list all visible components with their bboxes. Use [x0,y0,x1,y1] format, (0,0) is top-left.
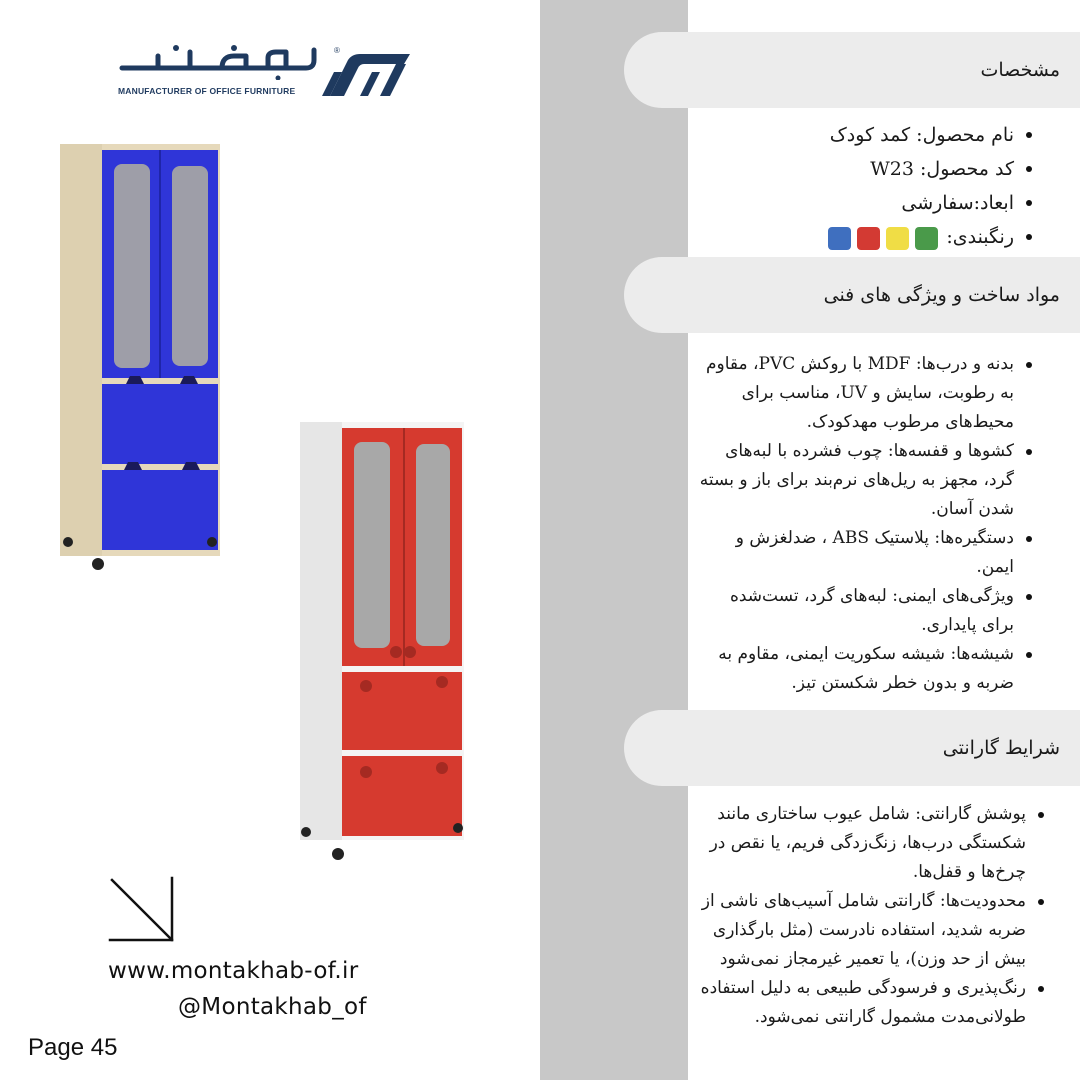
list-item: پوشش گارانتی: شامل عیوب ساختاری مانند شکستگی درب‌ها، زنگ‌زدگی فریم، یا نقص در چرخ‌ها و قفل‌ها. [694,800,1044,887]
section-header-materials [624,257,1080,333]
arrow-down-right-icon [108,876,176,942]
website-link[interactable]: www.montakhab-of.ir [108,958,359,984]
list-item: رنگ‌پذیری و فرسودگی طبیعی به دلیل استفاده طولانی‌مدت مشمول گارانتی نمی‌شود. [694,974,1044,1032]
red-cabinet-image [300,422,468,864]
list-item: ابعاد:سفارشی [700,186,1032,220]
section-header-specs [624,32,1080,108]
brand-tagline: MANUFACTURER OF OFFICE FURNITURE [118,86,296,96]
page-number: Page 45 [28,1034,118,1061]
brand-logo-mark-icon [320,50,412,100]
section-title: مواد ساخت و ویژگی های فنی [823,284,1060,306]
blue-cabinet-image [60,144,226,572]
brand-wordmark [118,44,318,80]
warranty-list [694,800,1044,1032]
swatch-red [857,227,880,250]
brand-logo [118,44,418,104]
list-item: کد محصول: W23 [700,152,1032,186]
list-item: دستگیره‌ها: پلاستیک ABS ، ضدلغزش و ایمن. [694,524,1032,582]
list-item: رنگبندی: [700,220,1032,254]
list-item: بدنه و درب‌ها: MDF با روکش PVC، مقاوم به رطوبت، سایش و UV، مناسب برای محیط‌های مرطوب مهدکودک. [694,350,1032,437]
swatch-yellow [886,227,909,250]
section-title: مشخصات [980,59,1060,81]
list-item: ویژگی‌های ایمنی: لبه‌های گرد، تست‌شده برای پایداری. [694,582,1032,640]
registered-mark: ® [334,46,340,55]
list-item: نام محصول: کمد کودک [700,118,1032,152]
specs-list [700,118,1032,254]
swatch-green [915,227,938,250]
section-header-warranty [624,710,1080,786]
social-handle[interactable]: @Montakhab_of [178,994,367,1020]
list-item: محدودیت‌ها: گارانتی شامل آسیب‌های ناشی از ضربه شدید، استفاده نادرست (مثل بارگذاری بیش از حد وزن)، یا تعمیر غیرمجاز نمی‌شود [694,887,1044,974]
list-item: کشوها و قفسه‌ها: چوب فشرده با لبه‌های گرد، مجهز به ریل‌های نرم‌بند برای باز و بسته شدن آسان. [694,437,1032,524]
color-swatches [828,227,938,250]
list-item: شیشه‌ها: شیشه سکوریت ایمنی، مقاوم به ضربه و بدون خطر شکستن تیز. [694,640,1032,698]
section-title: شرایط گارانتی [942,737,1060,759]
materials-list [694,350,1032,698]
swatch-blue [828,227,851,250]
gray-divider-strip [540,0,688,1080]
